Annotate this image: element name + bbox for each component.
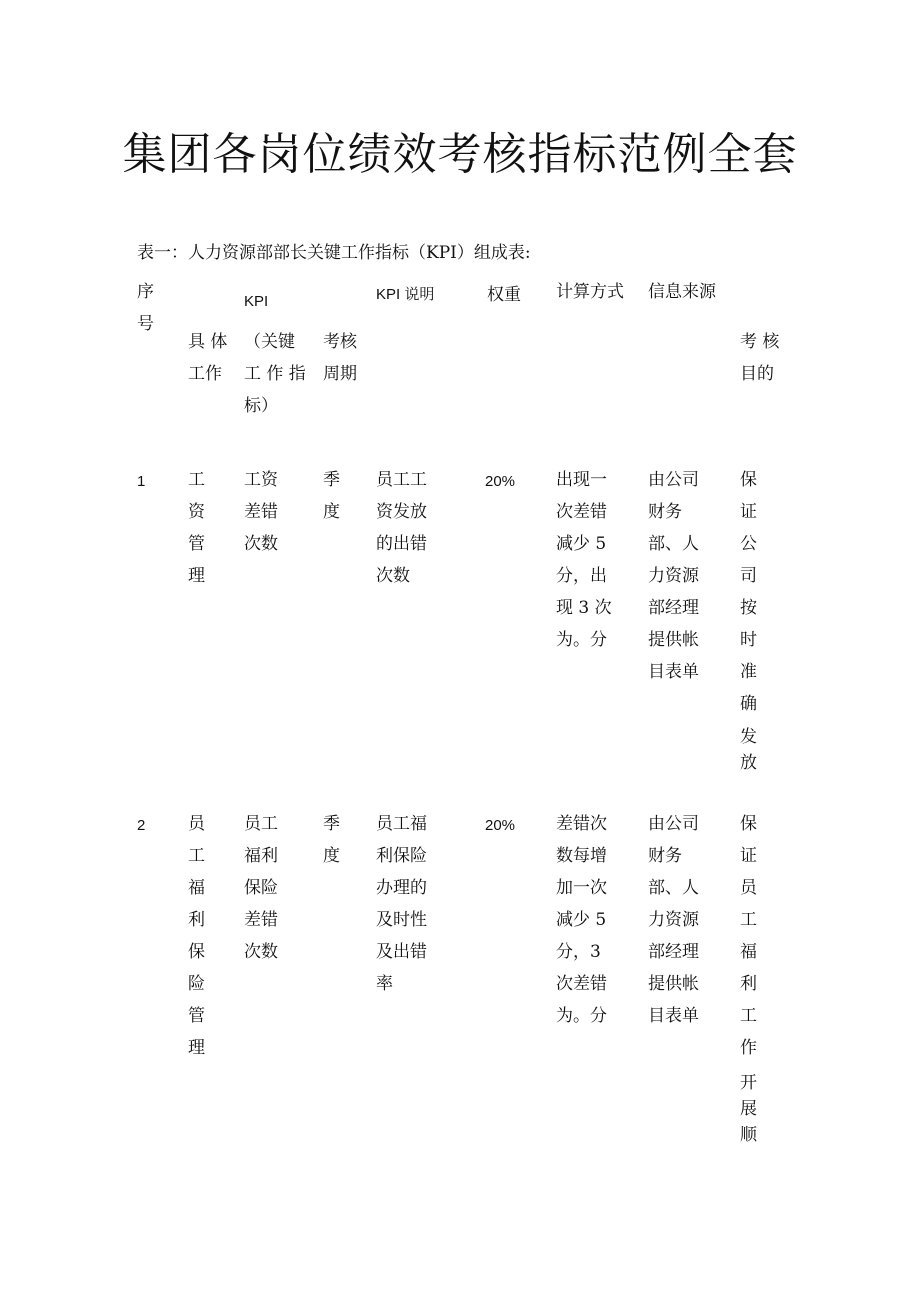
row-seq: 1 <box>137 473 146 490</box>
row-calc: 差错次 数每增 加一次 减少 5 分，3 次差错 为。分 <box>556 814 607 1026</box>
row-kpi: 员工 福利 保险 差错 次数 <box>244 814 278 962</box>
row-weight: 20% <box>485 473 516 490</box>
row-period: 季 度 <box>323 470 340 522</box>
header-kpi-full: （关键 工 作 指 标） <box>244 332 306 416</box>
document-title: 集团各岗位绩效考核指标范例全套 <box>122 129 798 180</box>
row-work: 工 资 管 理 <box>188 470 205 586</box>
row-desc: 员工工 资发放 的出错 次数 <box>376 470 427 586</box>
row-desc: 员工福 利保险 办理的 及时性 及出错 率 <box>376 814 427 994</box>
header-calc: 计算方式 <box>556 282 624 302</box>
row-purpose: 保 证 公 司 按 时 准 确 <box>740 470 757 714</box>
row-kpi: 工资 差错 次数 <box>244 470 278 554</box>
row-purpose: 保 证 员 工 福 利 工 作 <box>740 814 757 1058</box>
row-calc: 出现一 次差错 减少 5 分，出 现 3 次 为。分 <box>556 470 612 650</box>
row-period: 季 度 <box>323 814 340 866</box>
row-source: 由公司 财务 部、人 力资源 部经理 提供帐 目表单 <box>648 814 699 1026</box>
header-seq: 序 号 <box>137 282 154 334</box>
header-kpi-desc-label: KPI 说明 <box>376 286 435 303</box>
header-kpi-desc <box>376 278 434 311</box>
table-caption: 表一：人力资源部部长关键工作指标（KPI）组成表: <box>137 243 531 263</box>
row-source: 由公司 财务 部、人 力资源 部经理 提供帐 目表单 <box>648 470 699 682</box>
header-weight: 权重 <box>487 285 521 305</box>
header-work: 具 体 工作 <box>188 332 228 384</box>
header-source: 信息来源 <box>648 282 716 302</box>
row-purpose-continued: 开 展 顺 <box>740 1073 757 1145</box>
row-seq: 2 <box>137 817 146 834</box>
row-purpose-continued: 发 放 <box>740 727 757 773</box>
row-weight: 20% <box>485 817 516 834</box>
header-period: 考核 周期 <box>323 332 357 384</box>
header-kpi: KPI <box>244 293 269 310</box>
row-work: 员 工 福 利 保 险 管 理 <box>188 814 205 1058</box>
header-purpose: 考 核 目的 <box>740 332 780 384</box>
